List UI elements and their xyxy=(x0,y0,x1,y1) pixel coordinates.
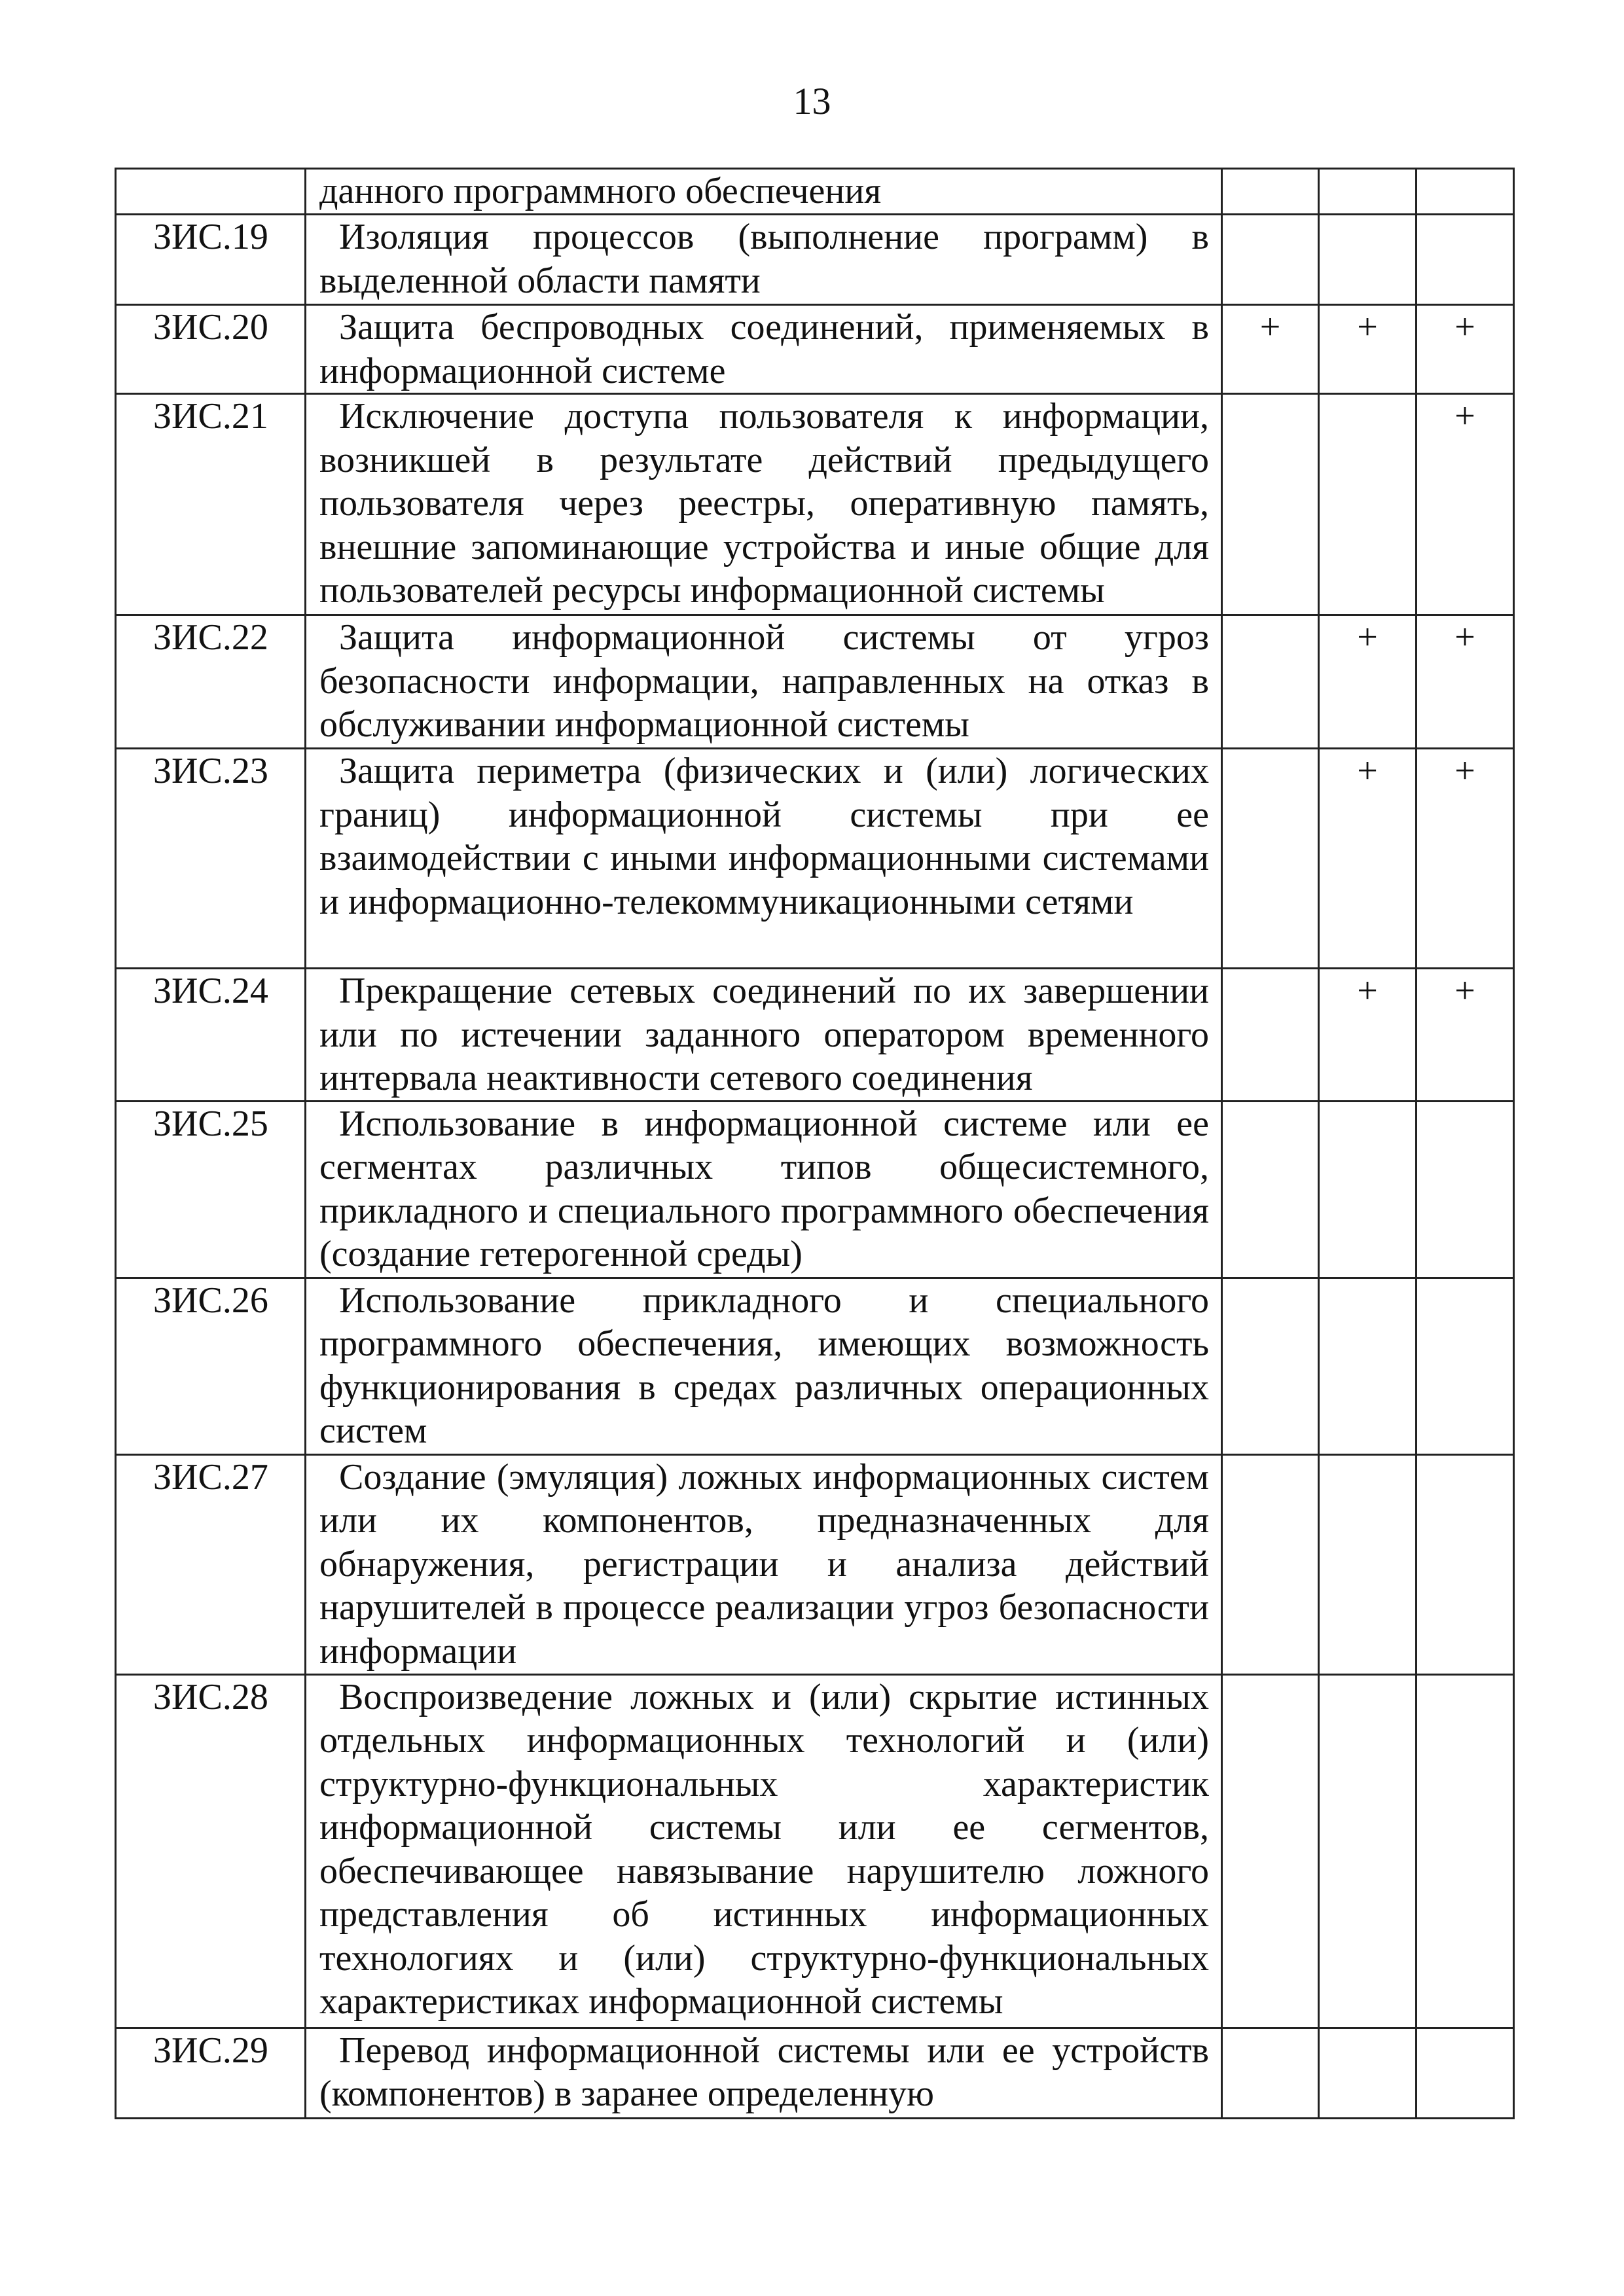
table-body xyxy=(116,169,1514,2119)
measure-description xyxy=(306,394,1222,615)
class-mark-2: + xyxy=(1319,305,1416,394)
class-mark-3 xyxy=(1416,215,1514,305)
table-row xyxy=(116,969,1514,1102)
class-mark-1: + xyxy=(1222,305,1319,394)
measure-text: Исключение доступа пользователя к информации, возникшей в результате действий предыдущего пользователя через реестры, оперативную память, внешние запоминающие устройства и иные общие для пользователей ресурсы информационной системы xyxy=(319,396,1209,611)
measure-description xyxy=(306,215,1222,305)
measure-text: Воспроизведение ложных и (или) скрытие истинных отдельных информационных технологий и (или) структурно-функциональных характеристик информационной системы или ее сегментов, обеспечивающее навязывание нарушителю ложного представления об истинных информационных технологиях и (или) структурно-функциональных характеристиках информационной системы xyxy=(319,1676,1209,2022)
class-mark-3: + xyxy=(1416,749,1514,969)
measure-description xyxy=(306,615,1222,749)
measure-description xyxy=(306,749,1222,969)
measure-text: Изоляция процессов (выполнение программ) в выделенной области памяти xyxy=(319,217,1209,301)
class-mark-2 xyxy=(1319,215,1416,305)
measure-description xyxy=(306,169,1222,215)
measure-description xyxy=(306,2028,1222,2118)
class-mark-2 xyxy=(1319,1278,1416,1454)
measure-code: ЗИС.26 xyxy=(116,1278,306,1454)
table-row xyxy=(116,749,1514,969)
measure-description xyxy=(306,1454,1222,1674)
class-mark-2 xyxy=(1319,1454,1416,1674)
class-mark-1 xyxy=(1222,1674,1319,2028)
measure-code: ЗИС.20 xyxy=(116,305,306,394)
class-mark-3 xyxy=(1416,2028,1514,2118)
measure-code: ЗИС.29 xyxy=(116,2028,306,2118)
security-measures-table xyxy=(115,168,1515,2119)
measure-code: ЗИС.24 xyxy=(116,969,306,1102)
measure-text: Использование в информационной системе или ее сегментах различных типов общесистемного, прикладного и специального программного обеспечения (создание гетерогенной среды) xyxy=(319,1103,1209,1274)
measure-code: ЗИС.19 xyxy=(116,215,306,305)
measure-text: данного программного обеспечения xyxy=(319,171,882,211)
measure-description xyxy=(306,1278,1222,1454)
page-number: 13 xyxy=(793,80,831,122)
table-row xyxy=(116,305,1514,394)
class-mark-3: + xyxy=(1416,394,1514,615)
measure-description xyxy=(306,1101,1222,1278)
class-mark-1 xyxy=(1222,1101,1319,1278)
measure-text: Защита периметра (физических и (или) логических границ) информационной системы при ее взаимодействии с иными информационными системами и информационно-телекоммуникационными сетями xyxy=(319,751,1209,922)
class-mark-2 xyxy=(1319,2028,1416,2118)
class-mark-3 xyxy=(1416,1101,1514,1278)
class-mark-3 xyxy=(1416,1454,1514,1674)
class-mark-3: + xyxy=(1416,615,1514,749)
table-row xyxy=(116,1278,1514,1454)
class-mark-3 xyxy=(1416,169,1514,215)
class-mark-2: + xyxy=(1319,969,1416,1102)
measure-text: Создание (эмуляция) ложных информационных систем или их компонентов, предназначенных для обнаружения, регистрации и анализа действий нарушителей в процессе реализации угроз безопасности информации xyxy=(319,1456,1209,1672)
class-mark-2: + xyxy=(1319,615,1416,749)
table-row xyxy=(116,215,1514,305)
class-mark-1 xyxy=(1222,394,1319,615)
class-mark-1 xyxy=(1222,169,1319,215)
table-row xyxy=(116,169,1514,215)
measure-description xyxy=(306,969,1222,1102)
measure-code: ЗИС.27 xyxy=(116,1454,306,1674)
class-mark-1 xyxy=(1222,749,1319,969)
measure-text: Использование прикладного и специального программного обеспечения, имеющих возможность функционирования в средах различных операционных систем xyxy=(319,1280,1209,1451)
measure-description xyxy=(306,305,1222,394)
class-mark-1 xyxy=(1222,1278,1319,1454)
class-mark-2 xyxy=(1319,1101,1416,1278)
measure-code: ЗИС.22 xyxy=(116,615,306,749)
class-mark-3 xyxy=(1416,1674,1514,2028)
measure-text: Защита беспроводных соединений, применяемых в информационной системе xyxy=(319,307,1209,391)
class-mark-1 xyxy=(1222,969,1319,1102)
table-row xyxy=(116,2028,1514,2118)
class-mark-2 xyxy=(1319,1674,1416,2028)
measure-description xyxy=(306,1674,1222,2028)
measure-code: ЗИС.23 xyxy=(116,749,306,969)
measure-text: Защита информационной системы от угроз безопасности информации, направленных на отказ в обслуживании информационной системы xyxy=(319,617,1209,745)
measure-code: ЗИС.25 xyxy=(116,1101,306,1278)
class-mark-1 xyxy=(1222,1454,1319,1674)
class-mark-1 xyxy=(1222,2028,1319,2118)
measure-code: ЗИС.21 xyxy=(116,394,306,615)
measure-text: Прекращение сетевых соединений по их завершении или по истечении заданного оператором временного интервала неактивности сетевого соединения xyxy=(319,971,1209,1098)
table-row xyxy=(116,1674,1514,2028)
class-mark-2 xyxy=(1319,169,1416,215)
table-row xyxy=(116,1454,1514,1674)
class-mark-2 xyxy=(1319,394,1416,615)
measure-text: Перевод информационной системы или ее устройств (компонентов) в заранее определенную xyxy=(319,2030,1209,2114)
table-row xyxy=(116,394,1514,615)
class-mark-2: + xyxy=(1319,749,1416,969)
table-row xyxy=(116,1101,1514,1278)
table-row xyxy=(116,615,1514,749)
class-mark-3 xyxy=(1416,1278,1514,1454)
class-mark-3: + xyxy=(1416,305,1514,394)
measure-code xyxy=(116,169,306,215)
class-mark-1 xyxy=(1222,615,1319,749)
class-mark-1 xyxy=(1222,215,1319,305)
measure-code: ЗИС.28 xyxy=(116,1674,306,2028)
class-mark-3: + xyxy=(1416,969,1514,1102)
